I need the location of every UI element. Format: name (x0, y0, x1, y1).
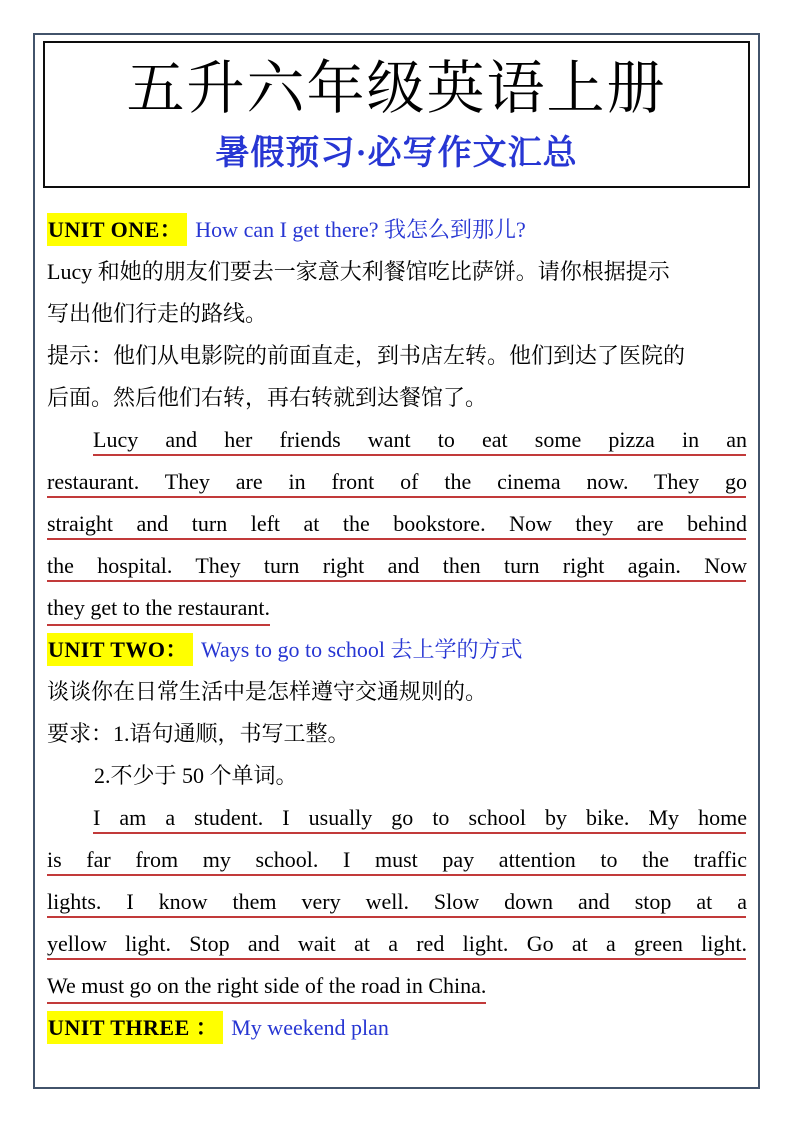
unit-two-requirement-1: 要求：1.语句通顺，书写工整。 (47, 721, 350, 746)
unit-two-heading (47, 629, 747, 671)
unit-two-prompt: 谈谈你在日常生活中是怎样遵守交通规则的。 (47, 679, 488, 704)
unit-one-prompt-line: 写出他们行走的路线。 (47, 301, 268, 326)
unit-three-title: My weekend plan (231, 1015, 389, 1040)
unit-one-answer-line: they get to the restaurant. (47, 587, 747, 629)
unit-one-hint-line: 后面。然后他们右转，再右转就到达餐馆了。 (47, 385, 488, 410)
page-title: 五升六年级英语上册 (126, 56, 667, 121)
unit-two-title: Ways to go to school 去上学的方式 (201, 637, 523, 662)
unit-one-answer-line: Lucy and her friends want to eat some pizza in an (47, 419, 747, 461)
unit-one-prompt-line: Lucy 和她的朋友们要去一家意大利餐馆吃比萨饼。请你根据提示 (47, 259, 670, 284)
unit-two-answer-line: is far from my school. I must pay attention to the traffic (47, 839, 747, 881)
unit-three-label: UNIT THREE ： (47, 1011, 223, 1044)
unit-one-heading (47, 209, 747, 251)
unit-one-hint-line: 提示：他们从电影院的前面直走，到书店左转。他们到达了医院的 (47, 343, 686, 368)
document-body (35, 188, 758, 1049)
unit-two-label: UNIT TWO： (47, 633, 193, 666)
unit-two-answer-line: We must go on the right side of the road in China. (47, 965, 747, 1007)
unit-one-title: How can I get there? 我怎么到那儿? (195, 217, 526, 242)
unit-two-requirement-2: 2.不少于 50 个单词。 (94, 763, 298, 788)
unit-one-label: UNIT ONE： (47, 213, 187, 246)
unit-two-answer-line: yellow light. Stop and wait at a red light. Go at a green light. (47, 923, 747, 965)
worksheet-page (33, 33, 760, 1089)
header-box (43, 41, 750, 188)
page-subtitle: 暑假预习·必写作文汇总 (215, 135, 578, 172)
unit-one-answer-line: the hospital. They turn right and then turn right again. Now (47, 545, 747, 587)
unit-three-heading (47, 1007, 747, 1049)
unit-two-answer-line: lights. I know them very well. Slow down and stop at a (47, 881, 747, 923)
unit-one-answer-line: straight and turn left at the bookstore. Now they are behind (47, 503, 747, 545)
unit-one-answer-line: restaurant. They are in front of the cinema now. They go (47, 461, 747, 503)
unit-two-answer-line: I am a student. I usually go to school by bike. My home (47, 797, 747, 839)
